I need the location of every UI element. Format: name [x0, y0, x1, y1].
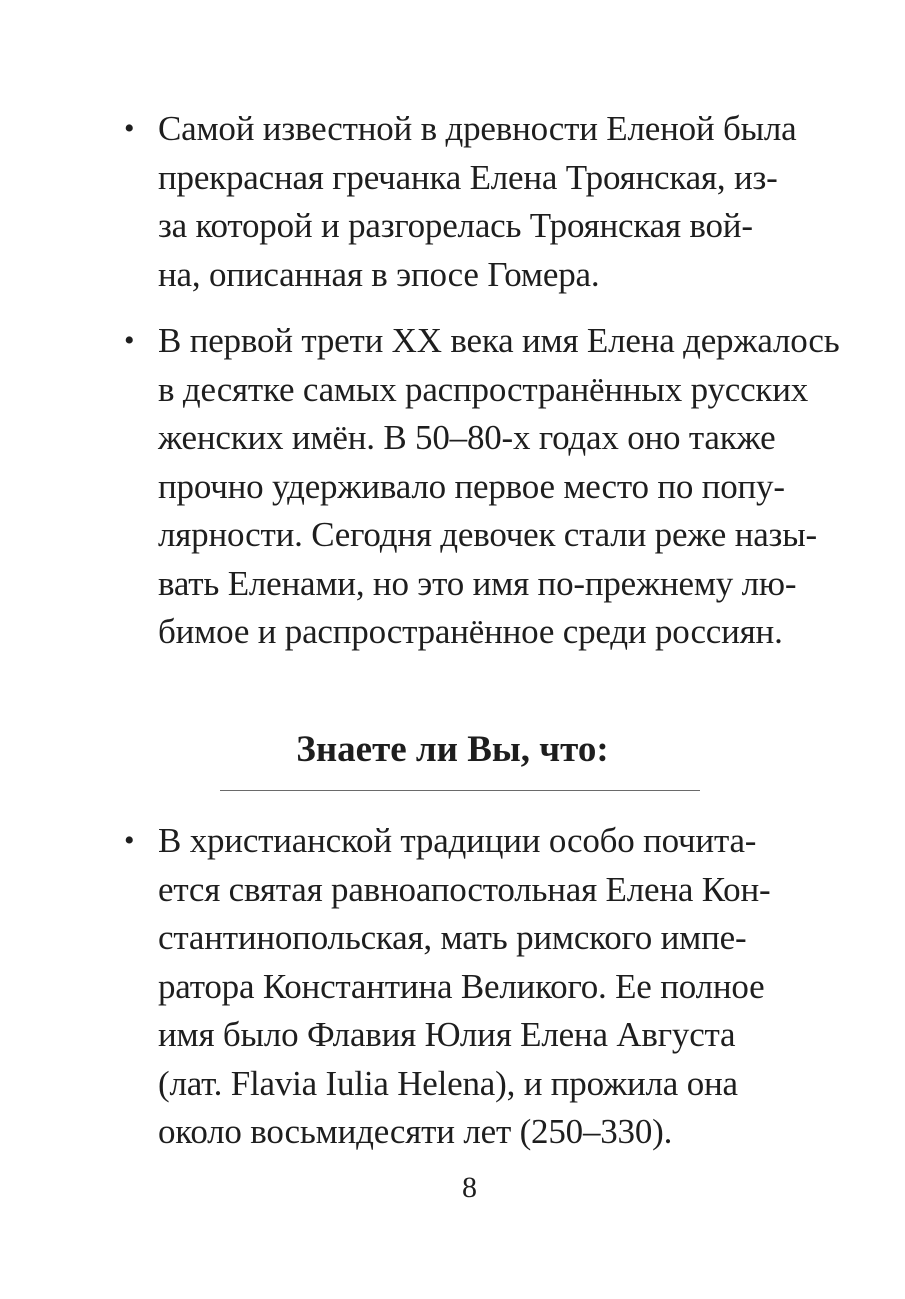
text-line: В первой трети XX века имя Елена держалось	[158, 321, 840, 360]
section-heading: Знаете ли Вы, что:	[296, 729, 609, 770]
text-line: за которой и разгорелась Троянская вой-	[158, 206, 753, 245]
text-line: (лат. Flavia Iulia Helena), и прожила она	[158, 1063, 738, 1103]
text-line: бимое и распространённое среди россиян.	[158, 612, 783, 651]
text-line: имя было Флавия Юлия Елена Августа	[158, 1015, 736, 1054]
heading-divider	[220, 790, 700, 791]
paragraph	[158, 317, 840, 657]
text-line: прекрасная гречанка Елена Троянская, из-	[158, 157, 778, 197]
page-number: 8	[462, 1171, 477, 1204]
text-line: женских имён. В 50–80-х годах оно также	[158, 418, 776, 457]
text-line: ется святая равноапостольная Елена Кон-	[158, 869, 771, 909]
text-line: стантинопольская, мать римского импе-	[158, 918, 747, 957]
text-line: прочно удерживало первое место по попу-	[158, 466, 785, 506]
text-line: В христианской традиции особо почита-	[158, 821, 757, 860]
paragraph	[158, 105, 818, 299]
text-line: ратора Константина Великого. Ее полное	[158, 966, 765, 1006]
text-line: лярности. Сегодня девочек стали реже назы-	[158, 515, 817, 554]
text-line: в десятке самых распространённых русских	[158, 369, 809, 409]
text-line: вать Еленами, но это имя по-прежнему лю-	[158, 563, 797, 603]
text-line: Самой известной в древности Еленой была	[158, 109, 797, 148]
bullet-icon: •	[124, 324, 135, 357]
paragraph	[158, 817, 818, 1157]
bullet-icon: •	[124, 824, 135, 857]
text-line: на, описанная в эпосе Гомера.	[158, 254, 600, 294]
bullet-icon: •	[124, 112, 135, 145]
text-line: около восьмидесяти лет (250–330).	[158, 1112, 673, 1151]
